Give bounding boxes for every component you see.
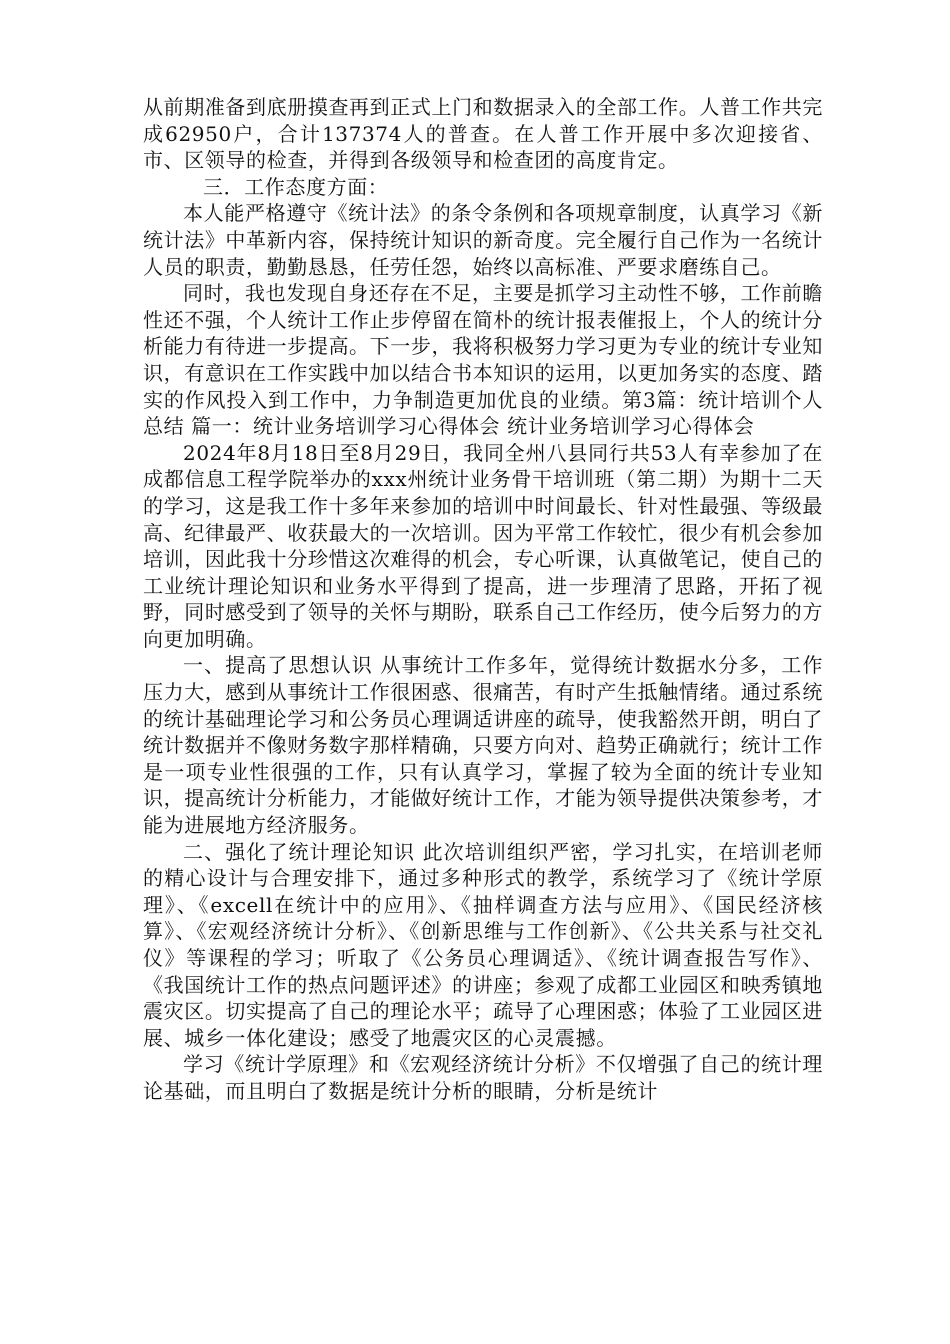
document-body — [143, 94, 823, 1105]
paragraph-training-intro: 2024年8月18日至8月29日，我同全州八县同行共53人有幸参加了在成都信息工程学院举办的xxx州统计业务骨干培训班（第二期）为期十二天的学习，这是我工作十多年来参加的培训中时间最长、针对性最强、等级最高、纪律最严、收获最大的一次培训。因为平常工作较忙，很少有机会参加培训，因此我十分珍惜这次难得的机会，专心听课，认真做笔记，使自己的工业统计理论知识和业务水平得到了提高，进一步理清了思路，开拓了视野，同时感受到了领导的关怀与期盼，联系自己工作经历，使今后努力的方向更加明确。 — [143, 440, 823, 651]
paragraph-shortcomings: 同时，我也发现自身还存在不足，主要是抓学习主动性不够，工作前瞻性还不强，个人统计工作止步停留在简朴的统计报表催报上，个人的统计分析能力有待进一步提高。下一步，我将积极努力学习更为专业的统计专业知识，有意识在工作实践中加以结合书本知识的运用，以更加务实的态度、踏实的作风投入到工作中，力争制造更加优良的业绩。第3篇：统计培训个人总结 篇一：统计业务培训学习心得体会 统计业务培训学习心得体会 — [143, 281, 823, 439]
paragraph-census-work: 从前期准备到底册摸查再到正式上门和数据录入的全部工作。人普工作共完成62950户，合计137374人的普查。在人普工作开展中多次迎接省、市、区领导的检查，并得到各级领导和检查团的高度肯定。 — [143, 95, 823, 173]
paragraph-theory: 二、强化了统计理论知识 此次培训组织严密，学习扎实，在培训老师的精心设计与合理安排下，通过多种形式的教学，系统学习了《统计学原理》、《excell在统计中的应用》、《抽样调查方法与应用》、《国民经济核算》、《宏观经济统计分析》、《创新思维与工作创新》、《公共关系与社交礼仪》等课程的学习；听取了《公务员心理调适》、《统计调查报告写作》、《我国统计工作的热点问题评述》的讲座；参观了成都工业园区和映秀镇地震灾区。切实提高了自己的理论水平；疏导了心理困惑；体验了工业园区进展、城乡一体化建设；感受了地震灾区的心灵震撼。 — [143, 839, 823, 1050]
section-heading-work-attitude: 三．工作态度方面： — [203, 174, 389, 199]
paragraph-work-attitude: 本人能严格遵守《统计法》的条令条例和各项规章制度，认真学习《新统计法》中革新内容，保持统计知识的新奇度。完全履行自己作为一名统计人员的职责，勤勤恳恳，任劳任怨，始终以高标准、严要求磨练自己。 — [143, 201, 823, 279]
paragraph-thinking: 一、提高了思想认识 从事统计工作多年，觉得统计数据水分多，工作压力大，感到从事统计工作很困惑、很痛苦，有时产生抵触情绪。通过系统的统计基础理论学习和公务员心理调适讲座的疏导，使我豁然开朗，明白了统计数据并不像财务数字那样精确，只要方向对、趋势正确就行；统计工作是一项专业性很强的工作，只有认真学习，掌握了较为全面的统计专业知识，提高统计分析能力，才能做好统计工作，才能为领导提供决策参考，才能为进展地方经济服务。 — [143, 653, 823, 838]
paragraph-statistics-study: 学习《统计学原理》和《宏观经济统计分析》不仅增强了自己的统计理论基础，而且明白了数据是统计分析的眼睛，分析是统计 — [143, 1052, 823, 1103]
